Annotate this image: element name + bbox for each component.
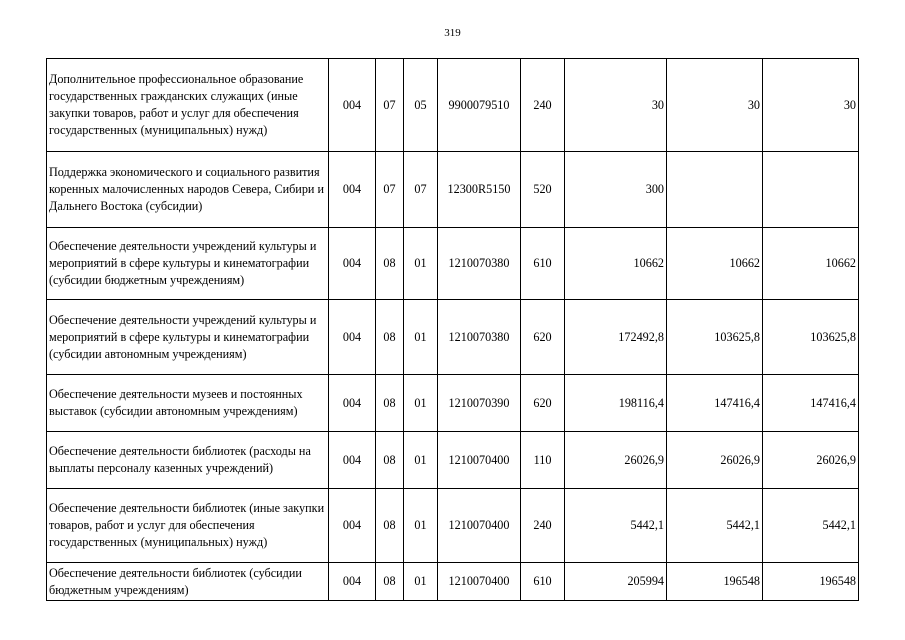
section-code: 08 [376, 489, 404, 563]
row-description: Обеспечение деятельности музеев и постоянных выставок (субсидии автономным учреждениям) [47, 375, 329, 432]
target-article-code: 1210070400 [438, 563, 521, 601]
row-description: Дополнительное профессиональное образование государственных гражданских служащих (иные закупки товаров, работ и услуг для обеспечения государственных (муниципальных) нужд) [47, 59, 329, 152]
expense-type-code: 240 [521, 59, 565, 152]
subsection-code: 01 [404, 300, 438, 375]
target-article-code: 1210070390 [438, 375, 521, 432]
amount-year-3: 30 [763, 59, 859, 152]
expense-type-code: 620 [521, 300, 565, 375]
row-description: Обеспечение деятельности библиотек (субсидии бюджетным учреждениям) [47, 563, 329, 601]
expense-type-code: 240 [521, 489, 565, 563]
amount-year-1: 300 [565, 152, 667, 228]
expense-type-code: 110 [521, 432, 565, 489]
ministry-code: 004 [329, 375, 376, 432]
table-row [47, 59, 859, 152]
section-code: 08 [376, 563, 404, 601]
section-code: 08 [376, 375, 404, 432]
amount-year-3: 103625,8 [763, 300, 859, 375]
amount-year-3: 5442,1 [763, 489, 859, 563]
ministry-code: 004 [329, 432, 376, 489]
amount-year-2: 196548 [667, 563, 763, 601]
row-description: Обеспечение деятельности библиотек (иные закупки товаров, работ и услуг для обеспечения государственных (муниципальных) нужд) [47, 489, 329, 563]
subsection-code: 05 [404, 59, 438, 152]
amount-year-1: 10662 [565, 228, 667, 300]
amount-year-1: 26026,9 [565, 432, 667, 489]
expense-type-code: 620 [521, 375, 565, 432]
amount-year-2: 5442,1 [667, 489, 763, 563]
table-row [47, 152, 859, 228]
ministry-code: 004 [329, 300, 376, 375]
amount-year-3: 147416,4 [763, 375, 859, 432]
table-row [47, 375, 859, 432]
subsection-code: 01 [404, 489, 438, 563]
amount-year-2: 30 [667, 59, 763, 152]
table-row [47, 228, 859, 300]
page-number: 319 [444, 27, 461, 39]
subsection-code: 01 [404, 228, 438, 300]
section-code: 08 [376, 300, 404, 375]
amount-year-2: 10662 [667, 228, 763, 300]
ministry-code: 004 [329, 489, 376, 563]
section-code: 07 [376, 152, 404, 228]
subsection-code: 01 [404, 375, 438, 432]
amount-year-2: 147416,4 [667, 375, 763, 432]
budget-table [46, 58, 859, 601]
section-code: 08 [376, 432, 404, 489]
table-row [47, 489, 859, 563]
table-row [47, 432, 859, 489]
row-description: Поддержка экономического и социального развития коренных малочисленных народов Севера, Сибири и Дальнего Востока (субсидии) [47, 152, 329, 228]
amount-year-2: 26026,9 [667, 432, 763, 489]
amount-year-3: 10662 [763, 228, 859, 300]
amount-year-1: 5442,1 [565, 489, 667, 563]
section-code: 07 [376, 59, 404, 152]
target-article-code: 12300R5150 [438, 152, 521, 228]
target-article-code: 1210070380 [438, 300, 521, 375]
amount-year-3 [763, 152, 859, 228]
expense-type-code: 610 [521, 228, 565, 300]
row-description: Обеспечение деятельности учреждений культуры и мероприятий в сфере культуры и кинематографии (субсидии автономным учреждениям) [47, 300, 329, 375]
amount-year-3: 26026,9 [763, 432, 859, 489]
amount-year-1: 30 [565, 59, 667, 152]
row-description: Обеспечение деятельности библиотек (расходы на выплаты персоналу казенных учреждений) [47, 432, 329, 489]
amount-year-2: 103625,8 [667, 300, 763, 375]
target-article-code: 1210070400 [438, 432, 521, 489]
ministry-code: 004 [329, 152, 376, 228]
target-article-code: 9900079510 [438, 59, 521, 152]
expense-type-code: 520 [521, 152, 565, 228]
row-description: Обеспечение деятельности учреждений культуры и мероприятий в сфере культуры и кинематографии (субсидии бюджетным учреждениям) [47, 228, 329, 300]
table-row [47, 300, 859, 375]
subsection-code: 01 [404, 563, 438, 601]
target-article-code: 1210070400 [438, 489, 521, 563]
amount-year-1: 172492,8 [565, 300, 667, 375]
ministry-code: 004 [329, 59, 376, 152]
section-code: 08 [376, 228, 404, 300]
ministry-code: 004 [329, 228, 376, 300]
amount-year-2 [667, 152, 763, 228]
subsection-code: 01 [404, 432, 438, 489]
ministry-code: 004 [329, 563, 376, 601]
target-article-code: 1210070380 [438, 228, 521, 300]
amount-year-1: 198116,4 [565, 375, 667, 432]
table-row [47, 563, 859, 601]
subsection-code: 07 [404, 152, 438, 228]
amount-year-1: 205994 [565, 563, 667, 601]
expense-type-code: 610 [521, 563, 565, 601]
amount-year-3: 196548 [763, 563, 859, 601]
